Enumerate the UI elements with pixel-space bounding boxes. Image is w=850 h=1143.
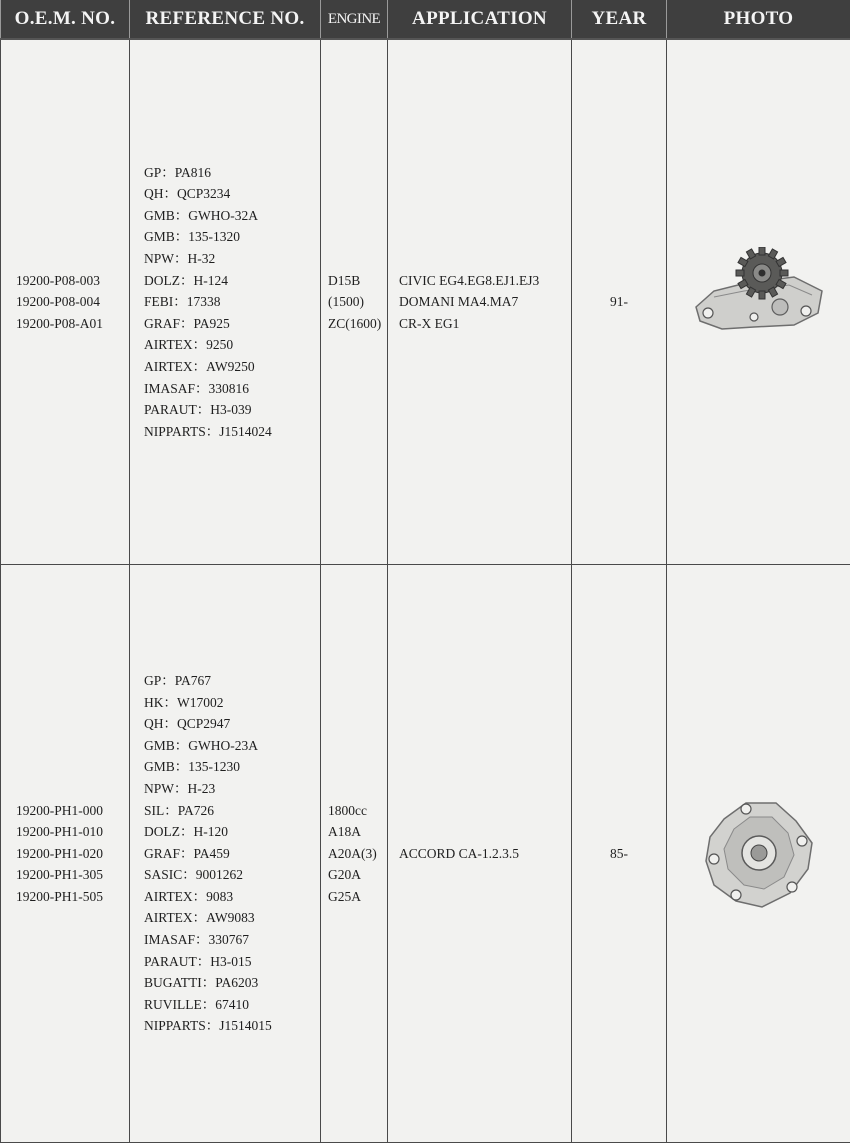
reference-number: AIRTEX：AW9083	[144, 907, 320, 929]
reference-number: HK：W17002	[144, 692, 320, 714]
reference-number: GP：PA816	[144, 162, 320, 184]
reference-number: GRAF：PA925	[144, 313, 320, 335]
year-cell	[572, 39, 667, 565]
photo-cell	[667, 39, 850, 565]
oem-number: 19200-PH1-010	[16, 821, 129, 843]
year-value: 85-	[610, 846, 628, 861]
header-engine: ENGINE	[321, 0, 388, 39]
application-model: ACCORD CA-1.2.3.5	[399, 843, 571, 865]
oem-number: 19200-P08-004	[16, 291, 129, 313]
header-row	[1, 0, 850, 39]
oem-number: 19200-PH1-020	[16, 843, 129, 865]
reference-number: QH：QCP2947	[144, 713, 320, 735]
engine-code: ZC(1600)	[328, 313, 387, 335]
reference-number: FEBI：17338	[144, 291, 320, 313]
table-row	[1, 39, 850, 565]
engine-cell	[321, 39, 388, 565]
reference-number: QH：QCP3234	[144, 183, 320, 205]
reference-number: AIRTEX：9250	[144, 334, 320, 356]
reference-number: AIRTEX：AW9250	[144, 356, 320, 378]
header-photo: PHOTO	[667, 0, 850, 39]
water-pump-with-gear-photo	[684, 247, 834, 357]
oem-number: 19200-P08-A01	[16, 313, 129, 335]
engine-code: (1500)	[328, 291, 387, 313]
reference-number: SIL：PA726	[144, 800, 320, 822]
reference-number: IMASAF：330767	[144, 929, 320, 951]
reference-number: GMB：135-1230	[144, 756, 320, 778]
application-model: DOMANI MA4.MA7	[399, 291, 571, 313]
reference-number: PARAUT：H3-039	[144, 399, 320, 421]
reference-number: IMASAF：330816	[144, 378, 320, 400]
engine-code: G20A	[328, 864, 387, 886]
table-row	[1, 565, 850, 1143]
engine-code: A20A(3)	[328, 843, 387, 865]
reference-number: GMB：GWHO-23A	[144, 735, 320, 757]
reference-number: DOLZ：H-124	[144, 270, 320, 292]
header-application: APPLICATION	[388, 0, 572, 39]
oem-number: 19200-PH1-305	[16, 864, 129, 886]
engine-code: 1800cc	[328, 800, 387, 822]
reference-number: RUVILLE：67410	[144, 994, 320, 1016]
oem-cell	[1, 39, 130, 565]
application-cell	[388, 565, 572, 1143]
oem-number: 19200-PH1-000	[16, 800, 129, 822]
oem-cell	[1, 565, 130, 1143]
year-value: 91-	[610, 294, 628, 309]
header-oem-no: O.E.M. NO.	[1, 0, 130, 39]
application-model: CIVIC EG4.EG8.EJ1.EJ3	[399, 270, 571, 292]
header-year: YEAR	[572, 0, 667, 39]
reference-number: GP：PA767	[144, 670, 320, 692]
reference-number: BUGATTI：PA6203	[144, 972, 320, 994]
reference-number: GMB：135-1320	[144, 226, 320, 248]
photo-cell	[667, 565, 850, 1143]
header-reference-no: REFERENCE NO.	[130, 0, 321, 39]
reference-cell	[130, 39, 321, 565]
reference-number: SASIC：9001262	[144, 864, 320, 886]
engine-cell	[321, 565, 388, 1143]
reference-cell	[130, 565, 321, 1143]
reference-number: GRAF：PA459	[144, 843, 320, 865]
application-model: CR-X EG1	[399, 313, 571, 335]
year-cell	[572, 565, 667, 1143]
application-cell	[388, 39, 572, 565]
reference-number: NIPPARTS：J1514015	[144, 1015, 320, 1037]
reference-number: NPW：H-32	[144, 248, 320, 270]
reference-number: NPW：H-23	[144, 778, 320, 800]
reference-number: AIRTEX：9083	[144, 886, 320, 908]
reference-number: DOLZ：H-120	[144, 821, 320, 843]
engine-code: G25A	[328, 886, 387, 908]
engine-code: A18A	[328, 821, 387, 843]
water-pump-flange-photo	[684, 789, 834, 919]
engine-code: D15B	[328, 270, 387, 292]
oem-number: 19200-PH1-505	[16, 886, 129, 908]
reference-number: PARAUT：H3-015	[144, 951, 320, 973]
reference-number: GMB：GWHO-32A	[144, 205, 320, 227]
reference-number: NIPPARTS：J1514024	[144, 421, 320, 443]
oem-number: 19200-P08-003	[16, 270, 129, 292]
